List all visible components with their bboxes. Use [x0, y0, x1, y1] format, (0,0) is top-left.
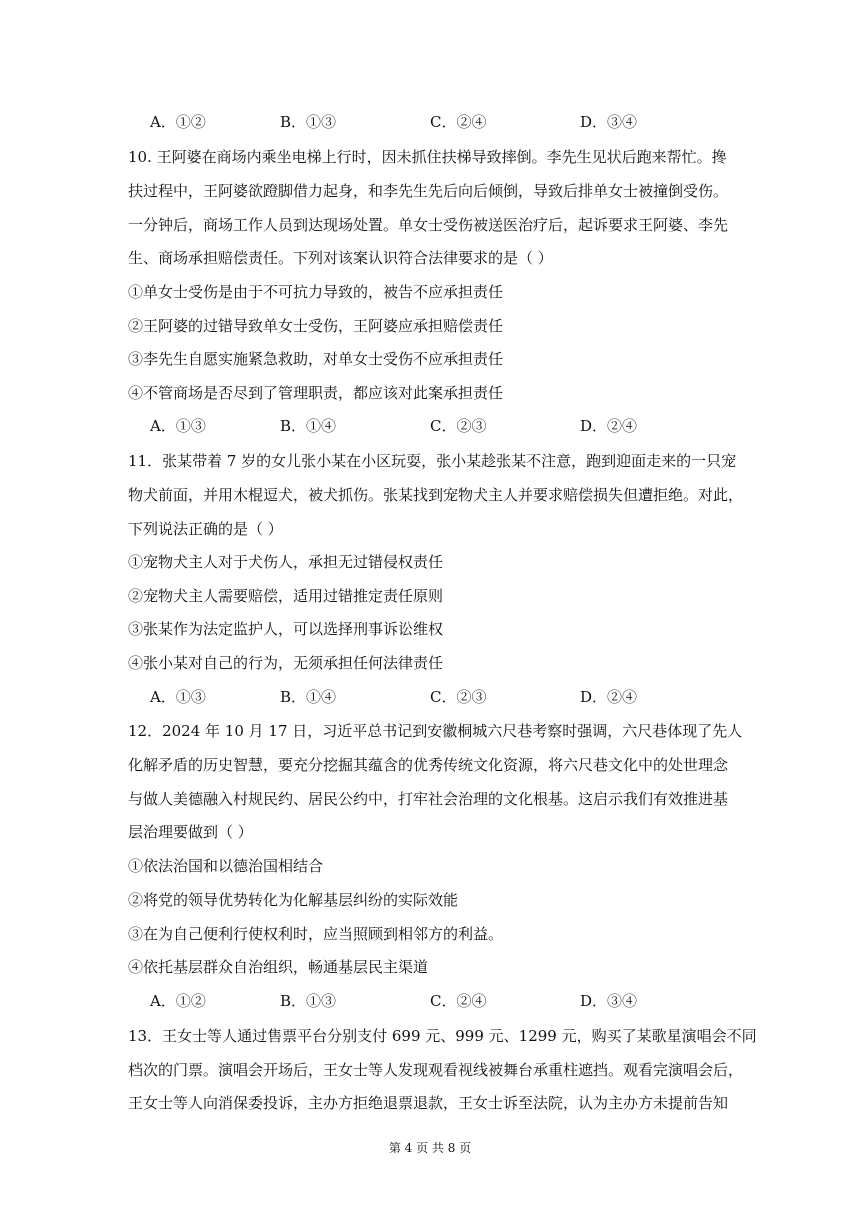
q10-stem-line-3: 一分钟后，商场工作人员到达现场处置。单女士受伤被送医治疗后，起诉要求王阿婆、李先	[128, 216, 729, 234]
q10-stem-line-4: 生、商场承担赔偿责任。下列对该案认识符合法律要求的是（ ）	[128, 249, 553, 267]
q10-option-c: C．②③	[430, 417, 487, 435]
q10-item-1: ①单女士受伤是由于不可抗力导致的，被告不应承担责任	[128, 283, 504, 301]
q11-option-d: D．②④	[580, 688, 638, 706]
q10-stem-line-1: 10. 王阿婆在商场内乘坐电梯上行时，因未抓住扶梯导致摔倒。李先生见状后跑来帮忙。搀	[128, 148, 727, 166]
q11-options	[150, 687, 710, 707]
q12-option-b: B．①③	[280, 992, 337, 1010]
q10-item-2: ②王阿婆的过错导致单女士受伤，王阿婆应承担赔偿责任	[128, 317, 504, 335]
q12-stem-line-2: 化解矛盾的历史智慧，要充分挖掘其蕴含的优秀传统文化资源，将六尺巷文化中的处世理念	[128, 756, 729, 774]
q10-option-a: A．①③	[150, 417, 206, 435]
q11-option-c: C．②③	[430, 688, 487, 706]
q10-item-3: ③李先生自愿实施紧急救助，对单女士受伤不应承担责任	[128, 350, 504, 368]
q12-stem-line-1: 12．2024 年 10 月 17 日，习近平总书记到安徽桐城六尺巷考察时强调，六尺巷体现了先人	[128, 722, 743, 740]
q12-item-4: ④依托基层群众自治组织，畅通基层民主渠道	[128, 958, 429, 976]
q9-option-b: B．①③	[280, 113, 337, 131]
q11-item-3: ③张某作为法定监护人，可以选择刑事诉讼维权	[128, 620, 444, 638]
q12-stem-line-4: 层治理要做到（ ）	[128, 823, 253, 841]
q9-options	[150, 112, 710, 132]
q11-option-b: B．①④	[280, 688, 337, 706]
q9-option-a: A．①②	[150, 113, 206, 131]
q12-stem-line-3: 与做人美德融入村规民约、居民公约中，打牢社会治理的文化根基。这启示我们有效推进基	[128, 790, 729, 808]
q11-stem-line-3: 下列说法正确的是（ ）	[128, 520, 283, 538]
q11-option-a: A．①③	[150, 688, 206, 706]
q11-item-1: ①宠物犬主人对于犬伤人，承担无过错侵权责任	[128, 553, 444, 571]
q12-option-c: C．②④	[430, 992, 487, 1010]
q12-options	[150, 991, 710, 1011]
q11-item-2: ②宠物犬主人需要赔偿，适用过错推定责任原则	[128, 587, 444, 605]
q10-item-4: ④不管商场是否尽到了管理职责，都应该对此案承担责任	[128, 384, 504, 402]
q12-item-1: ①依法治国和以德治国相结合	[128, 857, 324, 875]
q12-option-d: D．③④	[580, 992, 638, 1010]
q11-item-4: ④张小某对自己的行为，无须承担任何法律责任	[128, 654, 444, 672]
q13-stem-line-3: 王女士等人向消保委投诉，主办方拒绝退票退款，王女士诉至法院，认为主办方未提前告知	[128, 1094, 729, 1112]
q10-options	[150, 416, 710, 436]
q13-stem-line-1: 13．王女士等人通过售票平台分别支付 699 元、999 元、1299 元，购买了某歌星演唱会不同	[128, 1027, 757, 1045]
q10-stem-line-2: 扶过程中，王阿婆欲蹬脚借力起身，和李先生先后向后倾倒，导致后排单女士被撞倒受伤。	[128, 182, 729, 200]
page-number-footer: 第 4 页 共 8 页	[388, 1141, 472, 1155]
q11-stem-line-1: 11．张某带着 7 岁的女儿张小某在小区玩耍，张小某趁张某不注意，跑到迎面走来的一只宠	[128, 452, 737, 470]
q9-option-d: D．③④	[580, 113, 638, 131]
q13-stem-line-2: 档次的门票。演唱会开场后，王女士等人发现观看视线被舞台承重柱遮挡。观看完演唱会后，	[128, 1061, 744, 1079]
q12-item-3: ③在为自己便利行使权利时，应当照顾到相邻方的利益。	[128, 925, 504, 943]
q12-item-2: ②将党的领导优势转化为化解基层纠纷的实际效能	[128, 891, 459, 909]
q10-option-b: B．①④	[280, 417, 337, 435]
q9-option-c: C．②④	[430, 113, 487, 131]
q11-stem-line-2: 物犬前面，并用木棍逗犬，被犬抓伤。张某找到宠物犬主人并要求赔偿损失但遭拒绝。对此，	[128, 486, 744, 504]
q10-option-d: D．②④	[580, 417, 638, 435]
q12-option-a: A．①②	[150, 992, 206, 1010]
